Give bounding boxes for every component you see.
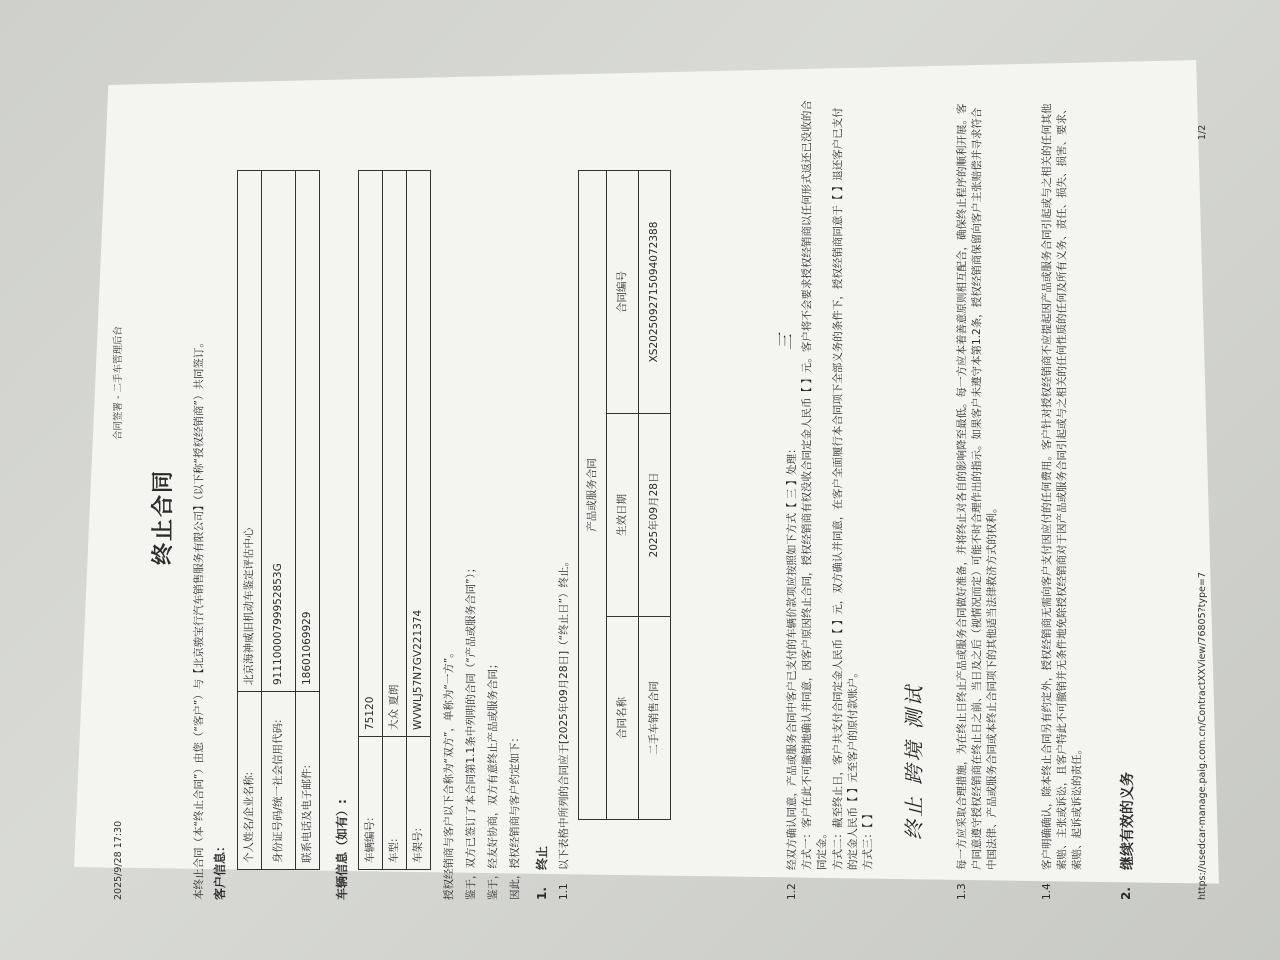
- vehicle-model-label: 车型:: [383, 737, 407, 870]
- clause-1-1-number: 1.1: [558, 883, 570, 900]
- clause-1-2-line-4: 方式三：【 】: [862, 808, 875, 870]
- clause-1-2-line-3: 方式二：截至终止日，客户共支付合同定金人民币【 】元，双方确认并同意，在客户全面履行本合同项下全部义务的条件下，授权经销商同意于【 】退还客户已支付的定金人民币【 】元至客户的原付款账户。: [831, 107, 859, 870]
- table-row: [383, 171, 407, 870]
- vehicle-vin-label: 车架号:: [407, 737, 431, 870]
- vehicle-table: [358, 170, 431, 870]
- vehicle-vin-value: WVWLJ57N7GV221374: [407, 171, 431, 737]
- customer-name-value: 北京海神威旧机动车鉴定评估中心: [238, 171, 262, 692]
- handwritten-signature: 终止 跨境 测试: [902, 683, 926, 840]
- page-title: 终止合同: [151, 468, 176, 565]
- section-2-title: 继续有效的义务: [1120, 772, 1136, 870]
- vehicle-model-value: 大众 夏朗: [383, 171, 407, 737]
- customer-heading: 客户信息：: [213, 839, 227, 900]
- customer-id-value: 91110000799952853G: [262, 171, 296, 692]
- table-row: [262, 171, 296, 870]
- clause-1-4-text: 客户明确确认，除本终止合同另有约定外，授权经销商无需向客户支付因应付的任何费用。客户针对授权经销商不应提起因产品或服务合同引起或与之相关的任何其他索赔、主张或诉讼，且客户特此不可撤销并无条件地免除授权经销商对于因产品或服务合同引起或与之相关的任何性质的任何及所有义务、责任、损失、损害、要求、索赔、起诉或诉讼的责任。: [1041, 103, 1084, 870]
- customer-contact-label: 联系电话及电子邮件:: [296, 692, 320, 870]
- clause-1-3-text: 每一方应采取合理措施，为在终止日终止产品或服务合同做好准备，并将终止对各自的影响降至最低。每一方应本着善意原则相互配合，确保终止程序的顺利开展。客户同意遵守授权经销商在终止日之前、当日及之后（视情况而定）可能不时合理作出的指示。如果客户未遵守本第1.2条，授权经销商保留向客户主张赔偿并寻求符合中国法律、产品或服务合同或本终止合同项下的其他适当法律救济方式的权利。: [956, 103, 999, 870]
- footer-url: https://usedcar-manage.paig.com.cn/ContractXXView/76805?type=7: [1197, 572, 1208, 900]
- recital-1: 授权经销商与客户以下合称为“双方”，单称为“一方”。: [443, 647, 455, 900]
- system-name: 合同签署 - 二手车管理后台: [113, 326, 124, 440]
- intro-text: 本终止合同（本“终止合同”）由您（“客户”）与【北京骏宝行汽车销售服务有限公司】（以下称“授权经销商”）共同签订。: [193, 337, 205, 900]
- table-row: [607, 171, 639, 820]
- handwritten-three: 三: [776, 330, 795, 350]
- recital-3: 鉴于，经友好协商，双方有意终止产品或服务合同；: [487, 658, 499, 900]
- table-row: [359, 171, 383, 870]
- contract-table-caption: 产品或服务合同: [579, 171, 607, 820]
- vehicle-no-value: 75120: [359, 171, 383, 737]
- section-2-number: 2.: [1119, 887, 1133, 900]
- clause-1-2-line-1: 经双方确认同意，产品或服务合同中客户已支付的车辆价款项应按照如下方式【 三 】处理：: [786, 443, 798, 870]
- print-datetime: 2025/9/28 17:30: [113, 820, 124, 900]
- vehicle-heading: 车辆信息（如有）:: [335, 799, 349, 900]
- customer-contact-value: 18601069929: [296, 171, 320, 692]
- table-row: [579, 171, 607, 820]
- clause-1-2-number: 1.2: [786, 883, 798, 900]
- clause-1-2: [785, 100, 876, 870]
- cell-contract-name: 二手车销售合同: [639, 617, 671, 820]
- customer-table: [237, 170, 320, 870]
- clause-1-4-number: 1.4: [1041, 883, 1053, 900]
- section-1-title: 终止: [535, 845, 549, 870]
- customer-id-label: 身份证号码/统一社会信用代码:: [262, 692, 296, 870]
- section-1-number: 1.: [535, 887, 549, 900]
- recital-2: 鉴于，双方已签订了本合同第1.1条中列明的合同（“产品或服务合同”）；: [465, 562, 477, 900]
- col-header-number: 合同编号: [607, 171, 639, 414]
- table-row: [296, 171, 320, 870]
- table-row: [639, 171, 671, 820]
- document-body: [100, 90, 1220, 910]
- clause-1-2-line-2: 方式一：客户在此不可撤销地确认并同意，因客户原因终止合同，授权经销商有权没收合同定金人民币【 】元。客户将不会要求授权经销商以任何形式返还已没收的合同定金。: [801, 100, 829, 870]
- cell-effective-date: 2025年09月28日: [639, 414, 671, 617]
- vehicle-no-label: 车辆编号:: [359, 737, 383, 870]
- clause-1-3-number: 1.3: [956, 883, 968, 900]
- col-header-date: 生效日期: [607, 414, 639, 617]
- table-row: [238, 171, 262, 870]
- clause-1-1-text: 以下表格中所列的合同应于[2025年09月28日]（“终止日”）终止。: [558, 555, 570, 870]
- page-number: 1/2: [1197, 124, 1208, 140]
- cell-contract-number: XS20250927150940723​88: [639, 171, 671, 414]
- table-row: [407, 171, 431, 870]
- col-header-name: 合同名称: [607, 617, 639, 820]
- contract-table: [578, 170, 671, 820]
- customer-name-label: 个人姓名/企业名称:: [238, 692, 262, 870]
- recital-4: 因此，授权经销商与客户约定如下：: [509, 732, 521, 900]
